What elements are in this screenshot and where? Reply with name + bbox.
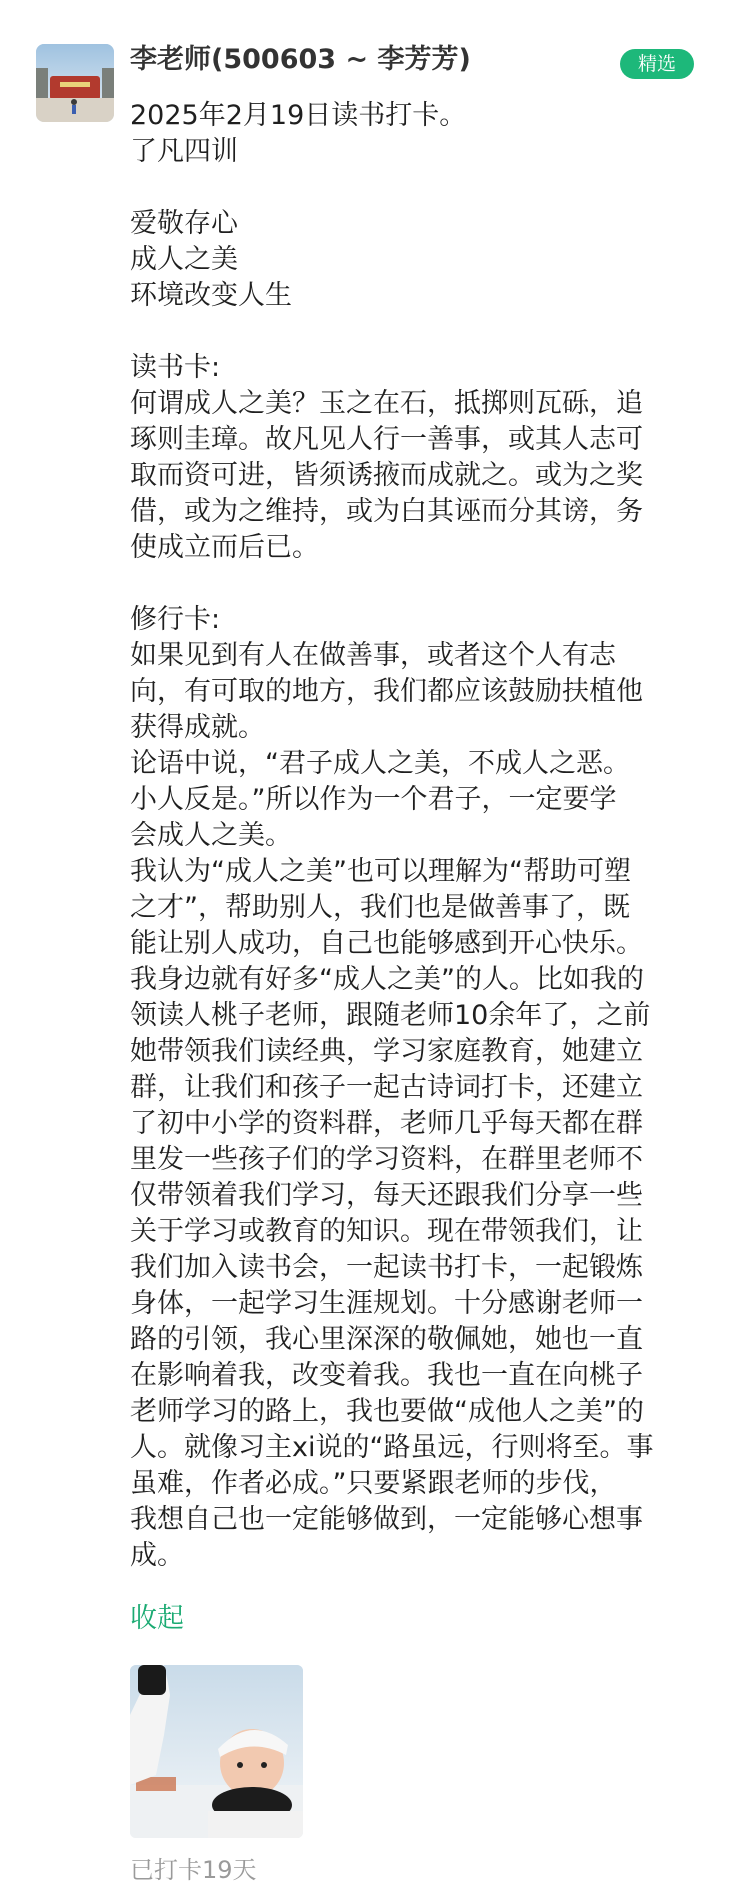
- content-line: 成。: [130, 1540, 184, 1571]
- content-line: 环境改变人生: [130, 280, 292, 311]
- content-line: 会成人之美。: [130, 820, 292, 851]
- content-line: 修行卡:: [130, 604, 221, 635]
- content-line: 如果见到有人在做善事，或者这个人有志: [130, 640, 616, 671]
- blank-line: [130, 170, 710, 206]
- selfie-photo-icon: [130, 1665, 303, 1838]
- content-line: 身体，一起学习生涯规划。十分感谢老师一: [130, 1288, 643, 1319]
- content-line: 何谓成人之美？玉之在石，抵掷则瓦砾，追: [130, 388, 643, 419]
- content-line: 借，或为之维持，或为白其诬而分其谤，务: [130, 496, 643, 527]
- content-line: 路的引领，我心里深深的敬佩她，她也一直: [130, 1324, 643, 1355]
- content-line: 我认为“成人之美”也可以理解为“帮助可塑: [130, 856, 631, 887]
- blank-line: [130, 566, 710, 602]
- post-content: [130, 98, 710, 1574]
- avatar-photo-icon: [36, 44, 114, 122]
- content-line: 取而资可进，皆须诱掖而成就之。或为之奖: [130, 460, 643, 491]
- content-line: 她带领我们读经典，学习家庭教育，她建立: [130, 1036, 643, 1067]
- content-line: 2025年2月19日读书打卡。: [130, 100, 467, 131]
- content-line: 成人之美: [130, 244, 238, 275]
- content-line: 老师学习的路上，我也要做“成他人之美”的: [130, 1396, 644, 1427]
- featured-badge: 精选: [620, 49, 694, 79]
- content-line: 向，有可取的地方，我们都应该鼓励扶植他: [130, 676, 643, 707]
- content-line: 了凡四训: [130, 136, 238, 167]
- content-line: 论语中说，“君子成人之美，不成人之恶。: [130, 748, 630, 779]
- attached-photo[interactable]: [130, 1665, 303, 1838]
- content-line: 使成立而后已。: [130, 532, 319, 563]
- content-line: 我想自己也一定能够做到，一定能够心想事: [130, 1504, 643, 1535]
- content-line: 之才”，帮助别人，我们也是做善事了，既: [130, 892, 630, 923]
- author-name[interactable]: 李老师(500603 ~ 李芳芳): [130, 44, 471, 75]
- content-line: 琢则圭璋。故凡见人行一善事，或其人志可: [130, 424, 643, 455]
- content-line: 了初中小学的资料群，老师几乎每天都在群: [130, 1108, 643, 1139]
- avatar[interactable]: [36, 44, 114, 122]
- content-line: 小人反是。”所以作为一个君子，一定要学: [130, 784, 617, 815]
- content-line: 仅带领着我们学习，每天还跟我们分享一些: [130, 1180, 643, 1211]
- content-line: 我身边就有好多“成人之美”的人。比如我的: [130, 964, 644, 995]
- collapse-button[interactable]: 收起: [130, 1603, 184, 1634]
- content-line: 爱敬存心: [130, 208, 238, 239]
- content-line: 关于学习或教育的知识。现在带领我们，让: [130, 1216, 643, 1247]
- content-line: 在影响着我，改变着我。我也一直在向桃子: [130, 1360, 643, 1391]
- content-line: 里发一些孩子们的学习资料，在群里老师不: [130, 1144, 643, 1175]
- content-line: 人。就像习主xi说的“路虽远，行则将至。事: [130, 1432, 654, 1463]
- content-line: 能让别人成功，自己也能够感到开心快乐。: [130, 928, 643, 959]
- content-line: 群，让我们和孩子一起古诗词打卡，还建立: [130, 1072, 643, 1103]
- content-line: 读书卡:: [130, 352, 221, 383]
- content-line: 领读人桃子老师，跟随老师10余年了，之前: [130, 1000, 651, 1031]
- blank-line: [130, 314, 710, 350]
- content-line: 获得成就。: [130, 712, 265, 743]
- content-line: 我们加入读书会，一起读书打卡，一起锻炼: [130, 1252, 643, 1283]
- checkin-days-text: 已打卡19天: [130, 1856, 257, 1884]
- content-line: 虽难，作者必成。”只要紧跟老师的步伐，: [130, 1468, 617, 1499]
